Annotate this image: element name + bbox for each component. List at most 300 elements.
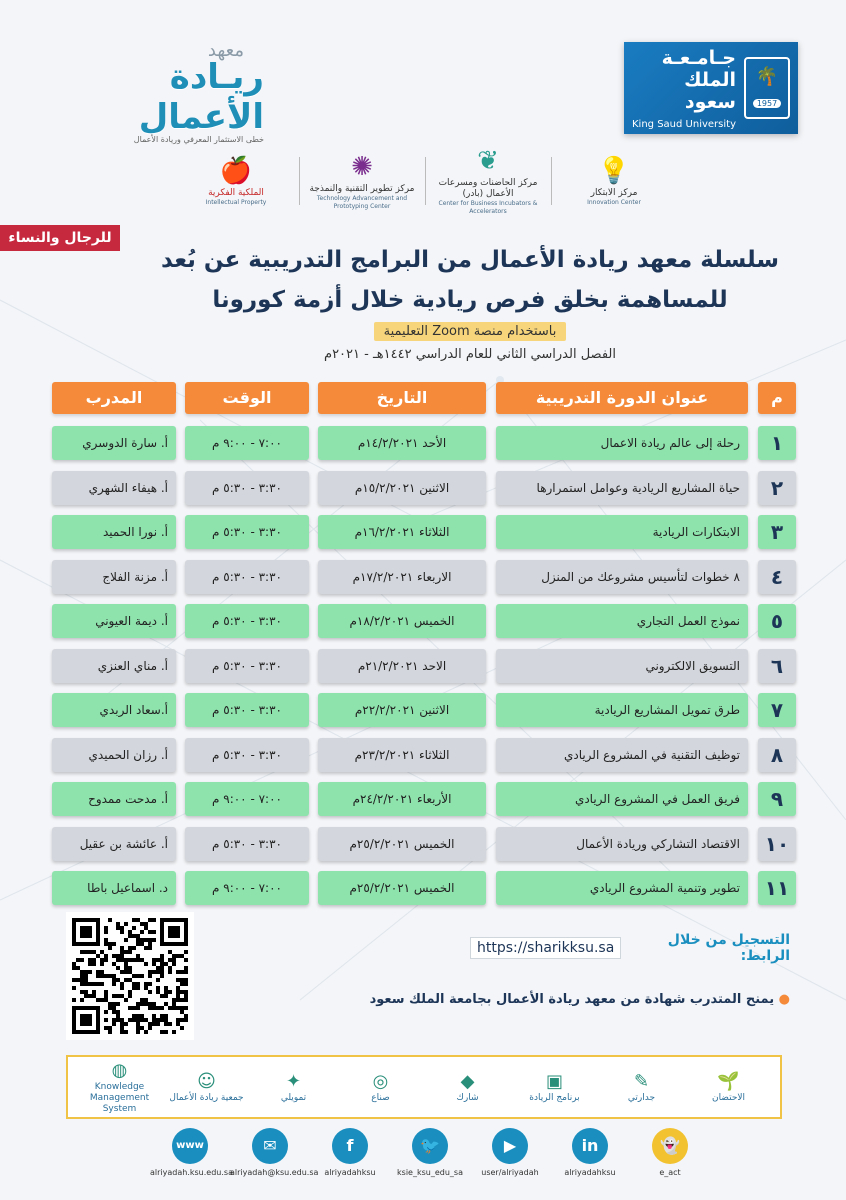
header-num: م: [758, 382, 796, 414]
partner-ip: [180, 149, 292, 213]
qr-module: [144, 1002, 148, 1006]
row-trainer: أ. سارة الدوسري: [52, 426, 176, 460]
table-row: [52, 560, 796, 594]
qr-module: [72, 998, 76, 1002]
qr-module: [140, 974, 144, 978]
qr-module: [176, 970, 180, 974]
qr-module: [184, 958, 188, 962]
partner-divider: [425, 157, 426, 205]
institute-big: ريـادة الأعمال: [138, 57, 264, 137]
row-trainer: أ. مزنة الفلاج: [52, 560, 176, 594]
bottom-partners: [66, 1055, 782, 1119]
table-row: [52, 604, 796, 638]
row-date: الثلاثاء ١٦/٢/٢٠٢١م: [318, 515, 486, 549]
qr-module: [100, 970, 104, 974]
qr-module: [148, 1006, 152, 1010]
qr-module: [144, 986, 148, 990]
qr-module: [180, 954, 184, 958]
qr-code[interactable]: [66, 912, 194, 1040]
table-row: [52, 782, 796, 816]
qr-module: [140, 938, 144, 942]
row-trainer: أ.سعاد الربدي: [52, 693, 176, 727]
partner-divider: [551, 157, 552, 205]
row-date: الخميس ٢٥/٢/٢٠٢١م: [318, 871, 486, 905]
qr-module: [176, 1022, 180, 1026]
qr-module: [140, 922, 144, 926]
qr-module: [100, 962, 104, 966]
qr-module: [148, 990, 152, 994]
qr-module: [96, 954, 100, 958]
row-date: الاثنين ٢٢/٢/٢٠٢١م: [318, 693, 486, 727]
qr-module: [172, 958, 176, 962]
schedule-table: [52, 382, 796, 900]
qr-module: [124, 970, 128, 974]
row-time: ٧:٠٠ - ٩:٠٠ م: [185, 871, 309, 905]
table-row: [52, 515, 796, 549]
email-icon: ✉: [252, 1128, 288, 1164]
qr-module: [160, 954, 164, 958]
qr-module: [136, 1018, 140, 1022]
partner-divider: [299, 157, 300, 205]
qr-module: [104, 926, 108, 930]
qr-module: [120, 982, 124, 986]
qr-module: [164, 1030, 168, 1034]
qr-module: [112, 962, 116, 966]
qr-module: [152, 930, 156, 934]
qr-module: [168, 1006, 172, 1010]
qr-module: [132, 1018, 136, 1022]
qr-module: [100, 958, 104, 962]
qr-module: [88, 994, 92, 998]
row-title: تطوير وتنمية المشروع الريادي: [496, 871, 748, 905]
qr-module: [136, 982, 140, 986]
row-time: ٣:٣٠ - ٥:٣٠ م: [185, 827, 309, 861]
row-num: ٩: [758, 782, 796, 816]
qr-module: [132, 958, 136, 962]
header-title: عنوان الدورة التدريبية: [496, 382, 748, 414]
shark-icon: ◆: [460, 1070, 475, 1092]
youtube-icon: ▶: [492, 1128, 528, 1164]
qr-module: [112, 978, 116, 982]
linkedin-icon: in: [572, 1128, 608, 1164]
qr-module: [156, 978, 160, 982]
qr-module: [136, 958, 140, 962]
qr-module: [96, 974, 100, 978]
social-youtube[interactable]: [470, 1128, 550, 1184]
qr-module: [172, 962, 176, 966]
qr-module: [180, 1018, 184, 1022]
knowledge-icon: ◍: [111, 1059, 128, 1081]
qr-module: [176, 990, 180, 994]
qr-module: [160, 970, 164, 974]
qr-module: [140, 958, 144, 962]
qr-module: [164, 962, 168, 966]
institute-logo: [42, 40, 264, 144]
qr-module: [112, 982, 116, 986]
qr-module: [128, 946, 132, 950]
qr-module: [100, 998, 104, 1002]
qr-module: [92, 990, 96, 994]
qr-module: [152, 1002, 156, 1006]
table-row: [52, 827, 796, 861]
qr-module: [116, 966, 120, 970]
social-facebook[interactable]: [310, 1128, 390, 1184]
qr-module: [108, 946, 112, 950]
semester-note: الفصل الدراسي الثاني للعام الدراسي ١٤٤٢هـ - ٢٠٢١م: [324, 347, 616, 362]
row-num: ٨: [758, 738, 796, 772]
row-title: الاقتصاد التشاركي وريادة الأعمال: [496, 827, 748, 861]
qr-module: [184, 998, 188, 1002]
qr-module: [124, 966, 128, 970]
alahtidan-icon: 🌱: [717, 1070, 740, 1092]
row-title: حياة المشاريع الريادية وعوامل استمرارها: [496, 471, 748, 505]
row-date: الاربعاء ١٧/٢/٢٠٢١م: [318, 560, 486, 594]
table-row: [52, 738, 796, 772]
qr-module: [124, 958, 128, 962]
qr-module: [144, 1030, 148, 1034]
qr-module: [172, 1006, 176, 1010]
qr-module: [108, 1026, 112, 1030]
qr-module: [92, 958, 96, 962]
qr-module: [112, 994, 116, 998]
apple-icon: 🍎: [219, 155, 253, 186]
qr-module: [152, 958, 156, 962]
qr-module: [80, 1014, 92, 1026]
qr-module: [84, 990, 88, 994]
qr-module: [112, 954, 116, 958]
qr-module: [72, 978, 76, 982]
bottom-partner-name: صناع: [371, 1092, 390, 1103]
qr-module: [124, 962, 128, 966]
ksu-year: 1957: [753, 99, 781, 108]
social-handle: alriyadahksu: [324, 1168, 376, 1177]
qr-module: [132, 934, 136, 938]
qr-module: [88, 970, 92, 974]
qr-module: [72, 986, 76, 990]
partner-sub: Center for Business Incubators & Accelerators: [438, 200, 538, 215]
qr-module: [120, 958, 124, 962]
qr-module: [180, 990, 184, 994]
qr-module: [148, 930, 152, 934]
qr-module: [168, 966, 172, 970]
qr-module: [96, 998, 100, 1002]
qr-module: [144, 922, 148, 926]
social-handle: ksie_ksu_edu_sa: [397, 1168, 463, 1177]
ksu-name-ar-2: الملك سعود: [684, 68, 736, 113]
qr-module: [184, 1018, 188, 1022]
qr-module: [148, 970, 152, 974]
ksu-logo: [624, 42, 798, 134]
registration: [470, 934, 790, 962]
qr-module: [120, 1022, 124, 1026]
partner-innovation-center: [558, 149, 670, 213]
qr-module: [164, 1014, 168, 1018]
row-trainer: أ. مناي العنزي: [52, 649, 176, 683]
qr-module: [164, 990, 168, 994]
qr-module: [184, 990, 188, 994]
qr-module: [80, 982, 84, 986]
qr-module: [84, 950, 88, 954]
qr-module: [176, 986, 180, 990]
qr-module: [72, 962, 76, 966]
qr-module: [160, 1030, 164, 1034]
qr-module: [84, 970, 88, 974]
registration-link[interactable]: https://sharikksu.sa: [470, 937, 621, 959]
qr-module: [180, 982, 184, 986]
qr-module: [152, 1014, 156, 1018]
social-snapchat[interactable]: [630, 1128, 710, 1184]
bottom-partner-name: برنامج الريادة: [529, 1092, 580, 1103]
bottom-partner: [343, 1071, 419, 1104]
qr-module: [160, 1018, 164, 1022]
qr-module: [116, 1018, 120, 1022]
institute-small: معهد: [207, 40, 244, 61]
qr-module: [140, 1002, 144, 1006]
qr-module: [148, 938, 152, 942]
row-time: ٣:٣٠ - ٥:٣٠ م: [185, 738, 309, 772]
qr-module: [184, 978, 188, 982]
palm-swords-icon: 🌴 1957: [744, 57, 790, 119]
title-line-1: سلسلة معهد ريادة الأعمال من البرامج التدريبية عن بُعد: [160, 247, 780, 273]
qr-module: [180, 1006, 184, 1010]
qr-module: [176, 954, 180, 958]
qr-module: [116, 954, 120, 958]
qr-module: [136, 954, 140, 958]
qr-module: [104, 974, 108, 978]
jadarati-icon: ✎: [633, 1070, 650, 1092]
qr-module: [136, 1006, 140, 1010]
social-email[interactable]: [230, 1128, 319, 1184]
social-handle: user/alriyadah: [481, 1168, 539, 1177]
qr-module: [116, 978, 120, 982]
row-date: الخميس ٢٥/٢/٢٠٢١م: [318, 827, 486, 861]
qr-module: [156, 958, 160, 962]
row-date: الخميس ١٨/٢/٢٠٢١م: [318, 604, 486, 638]
facebook-icon: f: [332, 1128, 368, 1164]
row-num: ٣: [758, 515, 796, 549]
qr-module: [136, 1022, 140, 1026]
tap-2030-icon: ✺: [351, 151, 373, 182]
table-row: [52, 471, 796, 505]
table-row: [52, 871, 796, 905]
row-time: ٣:٣٠ - ٥:٣٠ م: [185, 649, 309, 683]
qr-module: [152, 1018, 156, 1022]
qr-module: [80, 978, 84, 982]
row-num: ٤: [758, 560, 796, 594]
row-num: ٢: [758, 471, 796, 505]
qr-module: [160, 958, 164, 962]
qr-module: [144, 998, 148, 1002]
qr-module: [184, 950, 188, 954]
qr-module: [128, 950, 132, 954]
certificate-note: [330, 992, 790, 1007]
partner-name: مركز الحاضنات ومسرعات الأعمال (بادر): [438, 178, 538, 199]
institute-tagline: خطى الاستثمار المعرفي وريادة الأعمال: [133, 135, 264, 144]
qr-module: [136, 986, 140, 990]
row-num: ١٠: [758, 827, 796, 861]
qr-module: [116, 958, 120, 962]
qr-module: [136, 1002, 140, 1006]
qr-module: [180, 998, 184, 1002]
qr-module: [120, 1030, 124, 1034]
qr-module: [128, 970, 132, 974]
qr-module: [176, 978, 180, 982]
partner-name: الملكية الفكرية: [208, 187, 264, 198]
qr-module: [164, 1018, 168, 1022]
qr-module: [84, 978, 88, 982]
row-trainer: أ. ديمة العيوني: [52, 604, 176, 638]
qr-module: [104, 958, 108, 962]
qr-module: [144, 946, 148, 950]
qr-module: [148, 974, 152, 978]
row-title: توظيف التقنية في المشروع الريادي: [496, 738, 748, 772]
qr-module: [124, 1022, 128, 1026]
qr-module: [136, 974, 140, 978]
row-date: الأربعاء ٢٤/٢/٢٠٢١م: [318, 782, 486, 816]
table-row: [52, 426, 796, 460]
qr-module: [104, 998, 108, 1002]
qr-module: [80, 970, 84, 974]
qr-module: [132, 986, 136, 990]
row-time: ٣:٣٠ - ٥:٣٠ م: [185, 604, 309, 638]
qr-module: [152, 962, 156, 966]
row-trainer: أ. عائشة بن عقيل: [52, 827, 176, 861]
row-date: الاثنين ١٥/٢/٢٠٢١م: [318, 471, 486, 505]
row-title: ٨ خطوات لتأسيس مشروعك من المنزل: [496, 560, 748, 594]
qr-module: [184, 1014, 188, 1018]
qr-module: [144, 938, 148, 942]
qr-module: [92, 962, 96, 966]
qr-module: [104, 954, 108, 958]
ksu-name-ar-1: جـامـعـة: [661, 46, 736, 69]
qr-module: [76, 958, 80, 962]
qr-module: [144, 982, 148, 986]
qr-module: [164, 1022, 168, 1026]
qr-module: [176, 994, 180, 998]
partners-row: [180, 146, 670, 216]
qr-module: [156, 990, 160, 994]
qr-module: [184, 982, 188, 986]
partner-sub: Technology Advancement and Prototyping Center: [316, 194, 408, 210]
qr-module: [140, 1026, 144, 1030]
social-web[interactable]: [150, 1128, 233, 1184]
table-row: [52, 649, 796, 683]
qr-module: [76, 966, 80, 970]
qr-module: [112, 1018, 116, 1022]
social-linkedin[interactable]: [550, 1128, 630, 1184]
qr-module: [104, 938, 108, 942]
qr-module: [156, 1006, 160, 1010]
qr-module: [160, 966, 164, 970]
row-num: ١١: [758, 871, 796, 905]
bottom-partner: [82, 1060, 158, 1115]
qr-module: [180, 970, 184, 974]
bottom-partner-name: الاحتضان: [711, 1092, 746, 1103]
qr-module: [156, 1018, 160, 1022]
qr-module: [164, 986, 168, 990]
tamweeli-icon: ✦: [285, 1070, 302, 1092]
qr-module: [176, 998, 180, 1002]
lightbulb-icon: 💡: [597, 155, 631, 186]
qr-module: [104, 1026, 108, 1030]
social-handle: alriyadah.ksu.edu.sa: [150, 1168, 233, 1177]
qr-module: [108, 918, 112, 922]
qr-module: [148, 982, 152, 986]
audience-tag: للرجال والنساء: [0, 225, 120, 251]
qr-module: [132, 926, 136, 930]
bottom-partner: [517, 1071, 593, 1104]
qr-module: [172, 954, 176, 958]
qr-module: [116, 926, 120, 930]
row-trainer: أ. مدحت ممدوح: [52, 782, 176, 816]
qr-module: [124, 1030, 128, 1034]
qr-module: [152, 1006, 156, 1010]
row-trainer: أ. رزان الحميدي: [52, 738, 176, 772]
qr-module: [88, 950, 92, 954]
qr-module: [124, 922, 128, 926]
qr-module: [132, 982, 136, 986]
partner-badir: [432, 146, 544, 215]
qr-module: [80, 990, 84, 994]
qr-module: [136, 1014, 140, 1018]
qr-module: [112, 942, 116, 946]
qr-module: [160, 962, 164, 966]
title-line-2: للمساهمة بخلق فرص ريادية خلال أزمة كورونا: [212, 287, 728, 313]
qr-module: [180, 1026, 184, 1030]
qr-module: [128, 978, 132, 982]
qr-module: [148, 918, 152, 922]
qr-module: [84, 994, 88, 998]
qr-module: [120, 954, 124, 958]
qr-module: [108, 1006, 112, 1010]
qr-module: [92, 950, 96, 954]
qr-module: [128, 966, 132, 970]
qr-module: [124, 978, 128, 982]
qr-module: [128, 990, 132, 994]
qr-module: [84, 982, 88, 986]
social-twitter[interactable]: [390, 1128, 470, 1184]
qr-module: [168, 926, 180, 938]
qr-module: [148, 942, 152, 946]
qr-module: [116, 1014, 120, 1018]
qr-module: [132, 1014, 136, 1018]
sunnaa-icon: ◎: [372, 1070, 389, 1092]
qr-module: [156, 1022, 160, 1026]
qr-module: [184, 966, 188, 970]
bottom-partner-name: جمعية ريادة الأعمال: [169, 1092, 244, 1103]
qr-module: [124, 938, 128, 942]
qr-module: [156, 966, 160, 970]
bottom-partner: [604, 1071, 680, 1104]
row-title: فريق العمل في المشروع الريادي: [496, 782, 748, 816]
qr-module: [100, 982, 104, 986]
qr-module: [156, 970, 160, 974]
qr-module: [132, 946, 136, 950]
bottom-partner-name: جدارتي: [627, 1092, 656, 1103]
row-num: ٦: [758, 649, 796, 683]
qr-module: [100, 974, 104, 978]
qr-module: [104, 994, 108, 998]
social-handle: alriyadah@ksu.edu.sa: [230, 1168, 319, 1177]
qr-module: [124, 950, 128, 954]
riyadah-program-icon: ▣: [545, 1070, 563, 1092]
row-date: الاحد ٢١/٢/٢٠٢١م: [318, 649, 486, 683]
qr-module: [92, 994, 96, 998]
qr-module: [128, 934, 132, 938]
header-time: الوقت: [185, 382, 309, 414]
qr-module: [80, 998, 84, 1002]
bottom-partner: [430, 1071, 506, 1104]
